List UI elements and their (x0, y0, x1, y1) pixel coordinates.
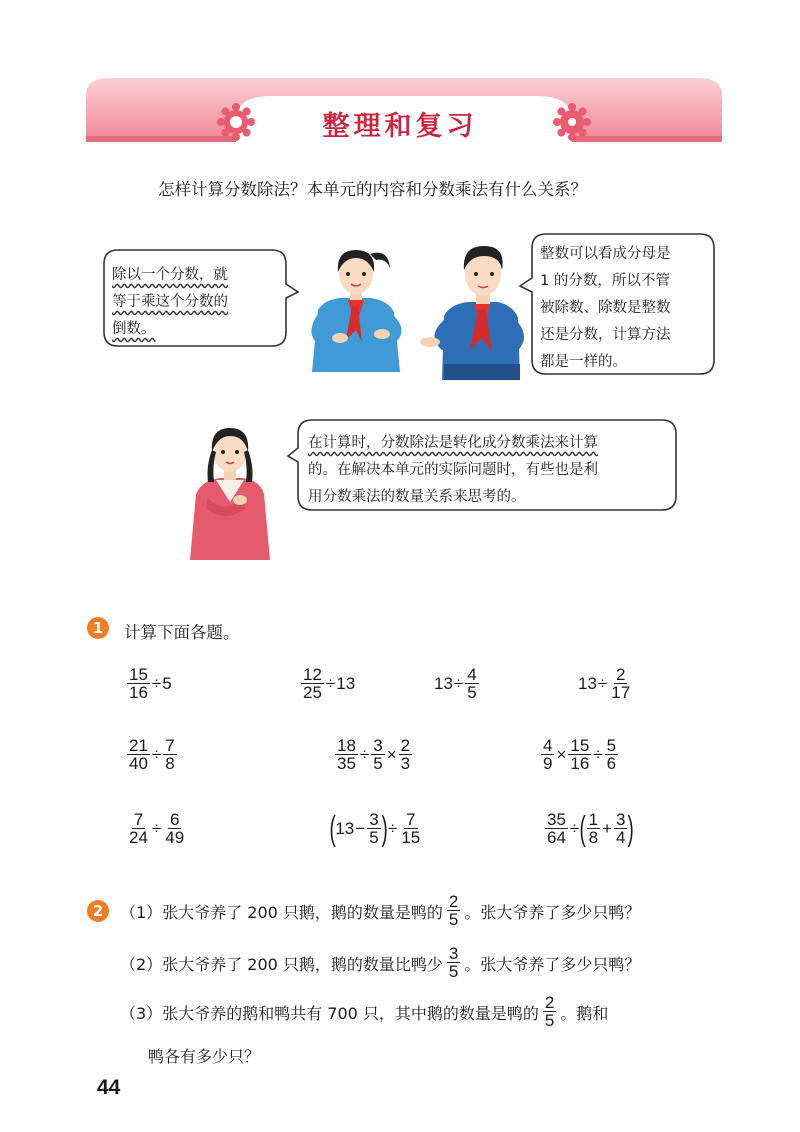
speech-line: 都是一样的。 (540, 354, 627, 370)
speech-line: 整数可以看成分母是 (540, 246, 671, 262)
speech-line: 还是分数，计算方法 (540, 327, 671, 343)
girl-blue-illustration (296, 244, 414, 374)
boy-blue-illustration (416, 240, 536, 390)
speech-line: 在计算时，分数除法是转化成分数乘法来计算 (308, 435, 598, 451)
question-text: 张大爷养了 200 只鹅，鹅的数量比鸭少 (162, 954, 443, 974)
question-label: （2） (120, 954, 163, 974)
problem-1-title: 计算下面各题。 (124, 623, 240, 642)
fraction: $\frac{4}{9}$ (543, 736, 553, 773)
problem-2-question-1 (120, 893, 640, 929)
fraction: $\frac{7}{8}$ (165, 736, 175, 773)
fraction: $\frac{21}{40}$ (129, 736, 148, 773)
fraction: $\frac{3}{4}$ (616, 810, 626, 847)
fraction: $\frac{15}{16}$ (570, 736, 590, 773)
intro-question: 怎样计算分数除法？本单元的内容和分数乘法有什么关系？ (158, 180, 587, 199)
fraction: $\frac{12}{25}$ (303, 665, 322, 702)
expression-1-1: $\frac{15}{16}$ ÷ 5 (129, 665, 172, 702)
boy-speech (540, 241, 712, 376)
page-number: 44 (97, 1076, 121, 1099)
question-label: （1） (120, 902, 163, 922)
question-text: 。张大爷养了多少只鸭？ (464, 954, 641, 974)
fraction: $\frac{1}{8}$ (588, 810, 599, 847)
problem-2-badge: 2 (87, 900, 109, 922)
question-label: （3） (120, 1003, 163, 1023)
fraction: $\frac{2}{3}$ (400, 736, 411, 773)
girl2-speech (308, 430, 668, 511)
page-title: 整理和复习 (322, 111, 478, 142)
flower-left-icon (217, 103, 255, 141)
fraction: $\frac{2}{5}$ (448, 892, 459, 929)
girl1-speech (112, 262, 288, 343)
problem-2-question-3 (120, 994, 608, 1030)
speech-line: 等于乘这个分数的 (112, 294, 228, 310)
problem-1-badge: 1 (87, 617, 109, 639)
expression-2-2: $\frac{18}{35}$ ÷ $\frac{3}{5}$ × $\frac{2}{3}$ (337, 736, 411, 773)
flower-right-icon (553, 103, 591, 141)
fraction: $\frac{5}{6}$ (606, 736, 617, 773)
speech-line: 用分数乘法的数量关系来思考的。 (308, 489, 526, 505)
speech-line: 倒数。 (112, 321, 156, 337)
problem-2-question-2 (120, 945, 640, 981)
fraction: $\frac{35}{64}$ (547, 810, 566, 847)
speech-line: 除以一个分数，就 (112, 267, 228, 283)
expression-1-2: $\frac{12}{25}$ ÷ 13 (303, 665, 356, 702)
question-text: 张大爷养的鹅和鸭共有 700 只，其中鹅的数量是鸭的 (162, 1003, 539, 1023)
question-text: 。张大爷养了多少只鸭？ (464, 902, 641, 922)
expression-3-1: $\frac{7}{24}$ ÷ $\frac{6}{49}$ (129, 810, 185, 847)
speech-line: 1 的分数，所以不管 (540, 273, 670, 289)
fraction: $\frac{2}{5}$ (544, 993, 555, 1030)
problem-2-question-3-line2: 鸭各有多少只？ (148, 1047, 261, 1066)
speech-line: 的。在解决本单元的实际问题时，有些也是利 (308, 462, 598, 478)
fraction: $\frac{2}{17}$ (611, 665, 631, 702)
fraction: $\frac{15}{16}$ (129, 665, 148, 702)
expression-2-1: $\frac{21}{40}$ ÷ $\frac{7}{8}$ (129, 736, 175, 773)
fraction: $\frac{3}{5}$ (448, 944, 459, 981)
question-text: 。鹅和 (560, 1003, 609, 1023)
fraction: $\frac{7}{15}$ (401, 810, 421, 847)
girl-pink-illustration (182, 420, 278, 560)
expression-1-4: 13 ÷ $\frac{2}{17}$ (578, 665, 631, 702)
fraction: $\frac{3}{5}$ (369, 810, 379, 847)
expression-3-2: ( 13 − $\frac{3}{5}$ ) ÷ $\frac{7}{15}$ (329, 810, 421, 848)
expression-1-3: 13 ÷ $\frac{4}{5}$ (434, 665, 477, 702)
expression-2-3: $\frac{4}{9}$ × $\frac{15}{16}$ ÷ $\frac{5}{6}$ (543, 736, 617, 773)
expression-3-3: $\frac{35}{64}$ ÷ ( $\frac{1}{8}$ + $\frac{3}{4}$ ) (547, 810, 635, 848)
speech-line: 被除数、除数是整数 (540, 300, 671, 316)
question-text: 张大爷养了 200 只鹅，鹅的数量是鸭的 (162, 902, 443, 922)
fraction: $\frac{7}{24}$ (129, 810, 148, 847)
fraction: $\frac{18}{35}$ (337, 736, 356, 773)
fraction: $\frac{4}{5}$ (467, 665, 477, 702)
fraction: $\frac{3}{5}$ (373, 736, 383, 773)
fraction: $\frac{6}{49}$ (165, 810, 185, 847)
